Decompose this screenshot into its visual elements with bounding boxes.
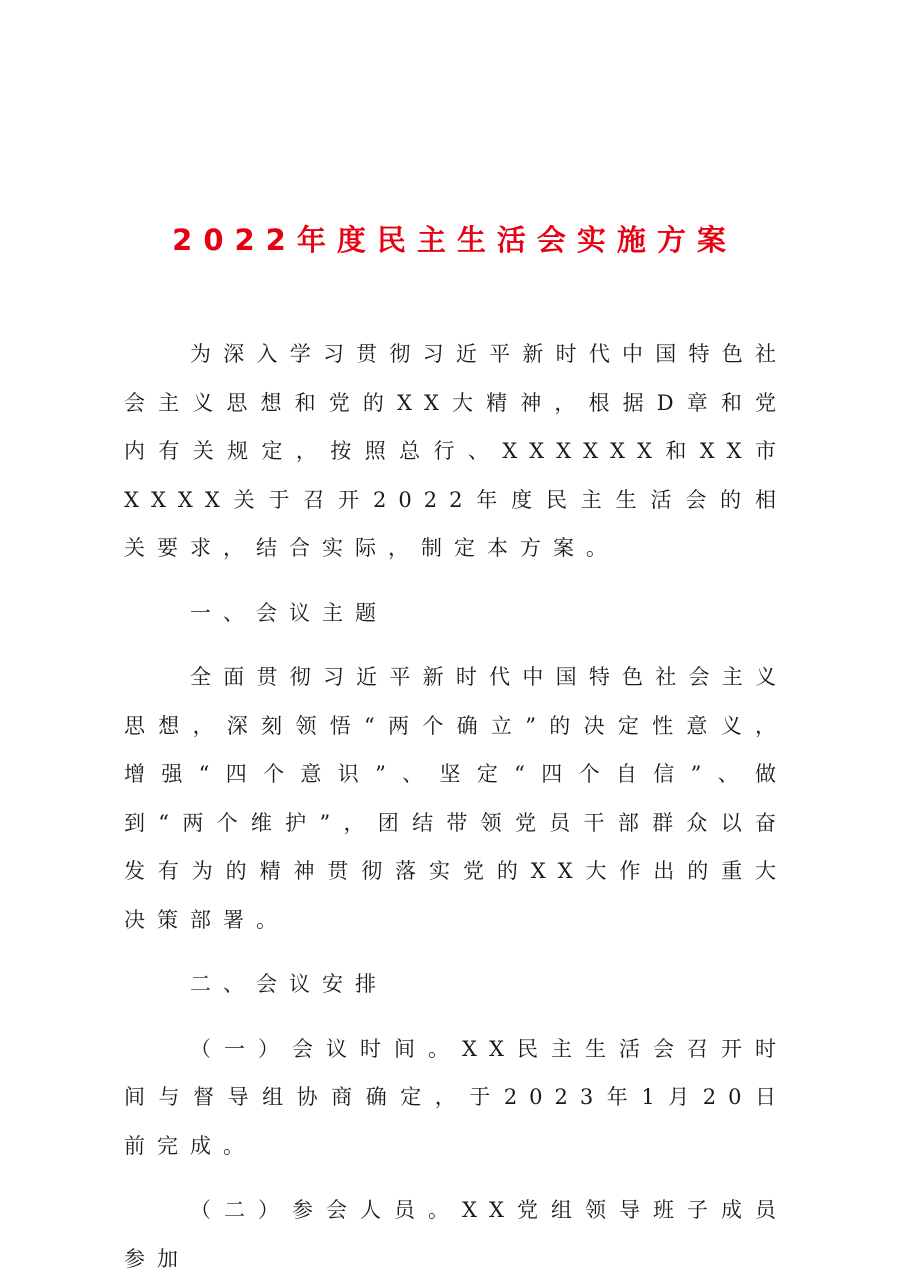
intro-paragraph: 为深入学习贯彻习近平新时代中国特色社会主义思想和党的XX大精神，根据D章和党内有关规定，按照总行、XXXXXX和XX市XXXX关于召开2022年度民主生活会的相关要求，结合实际，制定本方案。	[124, 342, 788, 560]
section-heading-meeting-arrangement: 二、会议安排	[190, 972, 388, 996]
meeting-time-paragraph: （一）会议时间。XX民主生活会召开时间与督导组协商确定，于2023年1月20日前完成。	[124, 1036, 788, 1158]
document-body	[124, 330, 788, 1283]
section-heading-meeting-theme: 一、会议主题	[190, 600, 388, 625]
participants-paragraph: （二）参会人员。XX党组领导班子成员参加	[124, 1198, 788, 1271]
meeting-theme-paragraph: 全面贯彻习近平新时代中国特色社会主义思想，深刻领悟“两个确立”的决定性意义，增强“四个意识”、坚定“四个自信”、做到“两个维护”，团结带领党员干部群众以奋发有为的精神贯彻落实党的XX大作出的重大决策部署。	[124, 665, 788, 932]
document-title: 2022年度民主生活会实施方案	[172, 223, 737, 257]
